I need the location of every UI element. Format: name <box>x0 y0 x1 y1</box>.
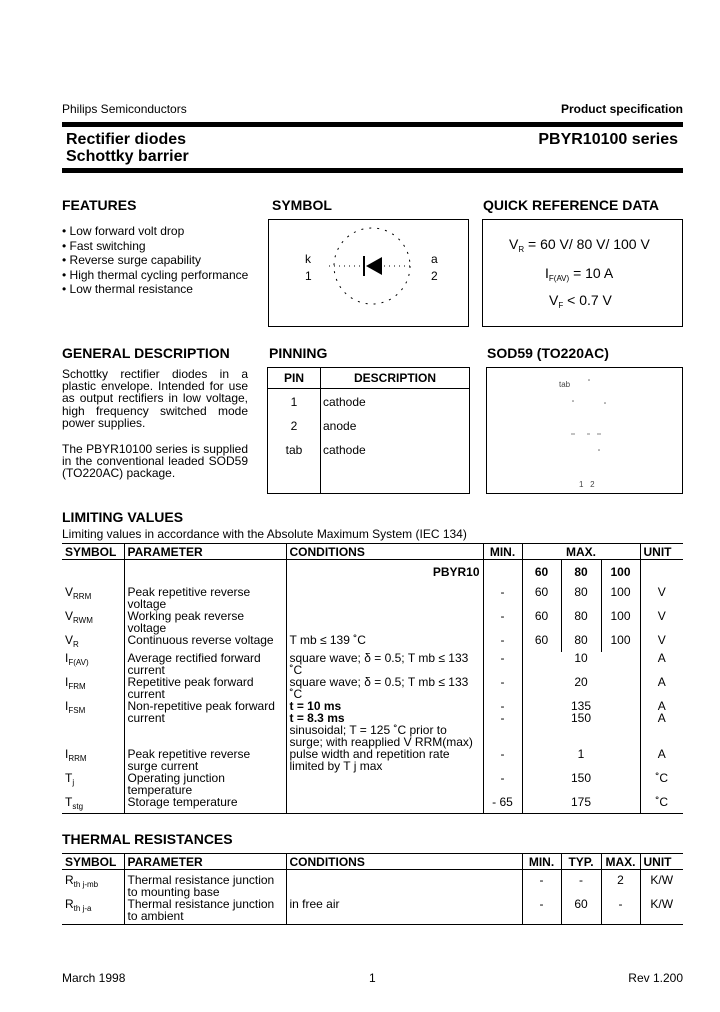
row-parameter: Thermal resistance junction to mounting base <box>124 870 286 899</box>
row-symbol: $V_{RRM}$ <box>65 584 92 601</box>
pin-description: cathode <box>323 443 366 457</box>
col-max: MAX. <box>522 544 640 560</box>
col-conditions: CONDITIONS <box>286 544 483 560</box>
package-outline-icon <box>487 368 682 493</box>
table-row <box>62 772 683 796</box>
row-typ: - <box>561 870 601 899</box>
row-unit: V <box>640 634 683 652</box>
feature-item: • High thermal cycling performance <box>62 267 249 282</box>
pin-description: anode <box>323 419 357 433</box>
row-min: - <box>522 898 561 924</box>
anode-pin: 2 <box>431 269 438 283</box>
thermal-col-typ: TYP. <box>561 854 601 870</box>
table-row <box>62 898 683 924</box>
anode-label: a <box>431 252 438 266</box>
footer-page-number: 1 <box>369 971 376 985</box>
row-conditions <box>286 870 522 899</box>
row-unit: K/W <box>640 898 683 924</box>
row-max: 20 <box>522 676 640 700</box>
general-heading: GENERAL DESCRIPTION <box>62 345 230 361</box>
thermal-col-conditions: CONDITIONS <box>286 854 522 870</box>
row-min: - <box>483 676 522 700</box>
row-max: - <box>601 898 640 924</box>
row-max-80: 80 <box>561 586 601 610</box>
symbol-box <box>268 219 469 327</box>
row-parameter: Storage temperature <box>124 796 286 814</box>
quick-ref-heading: QUICK REFERENCE DATA <box>483 197 660 213</box>
row-symbol: $V_R$ <box>65 632 79 649</box>
diode-symbol-icon <box>269 220 468 326</box>
row-max-80: 80 <box>561 610 601 634</box>
pin-number: 1 <box>290 395 298 409</box>
row-max-100: 100 <box>601 634 640 652</box>
thermal-col-parameter: PARAMETER <box>124 854 286 870</box>
footer-date: March 1998 <box>62 971 126 985</box>
row-symbol: $T_j$ <box>65 770 75 787</box>
feature-item: • Reverse surge capability <box>62 253 201 267</box>
row-max-60: 60 <box>522 610 561 634</box>
thermal-table <box>62 853 683 925</box>
row-symbol: $I_{FRM}$ <box>65 674 86 691</box>
title-line2: Schottky barrier <box>66 148 189 165</box>
row-unit: A A <box>640 700 683 748</box>
table-row <box>62 634 683 652</box>
general-para1: Schottky rectifier diodes in a plastic envelope. Intended for use as output rectifiers in low voltage, high frequency switched mode power supplies. <box>62 367 248 430</box>
row-max: 150 <box>522 772 640 796</box>
limiting-subtitle: Limiting values in accordance with the Absolute Maximum System (IEC 134) <box>62 527 467 541</box>
vf-value: $V_F < 0.7$ V <box>549 292 612 310</box>
table-row <box>62 586 683 610</box>
row-conditions <box>286 796 483 814</box>
thermal-col-symbol: SYMBOL <box>65 854 117 869</box>
row-min: - <box>483 772 522 796</box>
pin-description: cathode <box>323 395 366 409</box>
row-conditions <box>286 586 483 610</box>
thermal-col-max: MAX. <box>601 854 640 870</box>
row-max: 2 <box>601 870 640 899</box>
row-max: 1 <box>522 748 640 772</box>
table-row <box>62 748 683 772</box>
row-max-100: 100 <box>601 610 640 634</box>
symbol-heading: SYMBOL <box>272 197 332 213</box>
row-min: - - <box>483 700 522 748</box>
pinning-col-pin: PIN <box>283 371 304 385</box>
type-60: 60 <box>522 560 561 586</box>
table-row <box>62 560 683 586</box>
row-min: - <box>483 610 522 634</box>
if-value: $I_{F(AV)} = 10$ A <box>545 265 614 283</box>
features-list <box>62 224 248 297</box>
type-80: 80 <box>561 560 601 586</box>
row-max-80: 80 <box>561 634 601 652</box>
row-parameter: Thermal resistance junction to ambient <box>124 898 286 924</box>
row-max-100: 100 <box>601 586 640 610</box>
table-row <box>62 700 683 748</box>
type-100: 100 <box>601 560 640 586</box>
row-max-60: 60 <box>522 634 561 652</box>
row-min: - <box>483 634 522 652</box>
row-parameter: Continuous reverse voltage <box>124 634 286 652</box>
row-max: 175 <box>522 796 640 814</box>
row-symbol: $I_{RRM}$ <box>65 746 87 763</box>
row-max: 135 150 <box>522 700 640 748</box>
pinning-heading: PINNING <box>269 345 328 361</box>
package-tab-label: tab <box>559 380 571 389</box>
footer-revision: Rev 1.200 <box>628 971 683 985</box>
package-pin-labels: 1 2 <box>579 480 595 489</box>
row-conditions <box>286 772 483 796</box>
row-min: - <box>483 652 522 676</box>
row-unit: A <box>640 676 683 700</box>
row-parameter: Peak repetitive reverse surge current <box>124 748 286 772</box>
row-symbol: $I_{FSM}$ <box>65 698 86 715</box>
quick-ref-box <box>482 219 683 327</box>
row-min: - <box>483 586 522 610</box>
row-unit: V <box>640 610 683 634</box>
row-max: 10 <box>522 652 640 676</box>
vr-value: $V_R = 60$ V/ 80 V/ 100 V <box>509 236 650 254</box>
row-unit: K/W <box>640 870 683 899</box>
col-parameter: PARAMETER <box>124 544 286 560</box>
limiting-heading: LIMITING VALUES <box>62 509 184 525</box>
row-symbol: $T_{stg}$ <box>65 794 84 811</box>
package-heading: SOD59 (TO220AC) <box>487 345 609 361</box>
feature-item: • Low forward volt drop <box>62 224 185 238</box>
row-unit: V <box>640 586 683 610</box>
row-conditions: pulse width and repetition rate limited by T j max <box>286 748 483 772</box>
package-box <box>486 367 683 494</box>
table-row <box>62 652 683 676</box>
row-unit: ˚C <box>640 772 683 796</box>
table-row <box>62 676 683 700</box>
row-conditions: t = 10 ms t = 8.3 ms sinusoidal; T = 125 ˚C prior to surge; with reapplied V RRM(max) <box>286 700 483 748</box>
row-conditions <box>286 610 483 634</box>
pinning-table <box>267 367 470 494</box>
row-conditions: square wave; δ = 0.5; T mb ≤ 133 ˚C <box>286 652 483 676</box>
row-max-60: 60 <box>522 586 561 610</box>
table-row <box>62 870 683 899</box>
row-symbol: $R_{th j-a}$ <box>65 897 92 913</box>
row-conditions: T mb ≤ 139 ˚C <box>286 634 483 652</box>
row-conditions: in free air <box>286 898 522 924</box>
title-rule <box>62 168 683 173</box>
col-unit: UNIT <box>640 544 683 560</box>
feature-item: • Low thermal resistance <box>62 282 193 296</box>
row-parameter: Repetitive peak forward current <box>124 676 286 700</box>
document-type: Product specification <box>560 102 683 116</box>
row-symbol: $V_{RWM}$ <box>65 608 93 625</box>
thermal-col-min: MIN. <box>522 854 561 870</box>
row-unit: ˚C <box>640 796 683 814</box>
table-row <box>62 796 683 814</box>
row-symbol: $I_{F(AV)}$ <box>65 650 89 667</box>
top-rule <box>62 122 683 127</box>
title-line1: Rectifier diodes <box>66 131 187 148</box>
row-parameter: Non-repetitive peak forward current <box>124 700 286 748</box>
pinning-col-desc: DESCRIPTION <box>353 371 436 385</box>
row-parameter: Operating junction temperature <box>124 772 286 796</box>
row-min: - 65 <box>483 796 522 814</box>
row-unit: A <box>640 652 683 676</box>
col-min: MIN. <box>483 544 522 560</box>
row-typ: 60 <box>561 898 601 924</box>
pin-number: tab <box>285 443 303 457</box>
row-symbol: $R_{th j-mb}$ <box>65 873 99 889</box>
thermal-heading: THERMAL RESISTANCES <box>62 831 233 847</box>
table-row <box>62 610 683 634</box>
feature-item: • Fast switching <box>62 238 146 253</box>
thermal-col-unit: UNIT <box>640 854 683 870</box>
cathode-pin: 1 <box>305 269 312 283</box>
general-para2: The PBYR10100 series is supplied in the conventional leaded SOD59 (TO220AC) package. <box>62 442 248 481</box>
row-parameter: Working peak reverse voltage <box>124 610 286 634</box>
row-parameter: Peak repetitive reverse voltage <box>124 586 286 610</box>
row-parameter: Average rectified forward current <box>124 652 286 676</box>
row-conditions: square wave; δ = 0.5; T mb ≤ 133 ˚C <box>286 676 483 700</box>
company-name: Philips Semiconductors <box>62 102 187 116</box>
features-heading: FEATURES <box>62 197 137 213</box>
pin-number: 2 <box>290 419 298 433</box>
col-symbol: SYMBOL <box>65 544 117 559</box>
row-unit: A <box>640 748 683 772</box>
series-title: PBYR10100 series <box>538 131 678 148</box>
cathode-label: k <box>305 252 311 266</box>
limiting-values-table <box>62 543 683 814</box>
row-min: - <box>522 870 561 899</box>
row-min: - <box>483 748 522 772</box>
type-label: PBYR10 <box>286 560 483 586</box>
